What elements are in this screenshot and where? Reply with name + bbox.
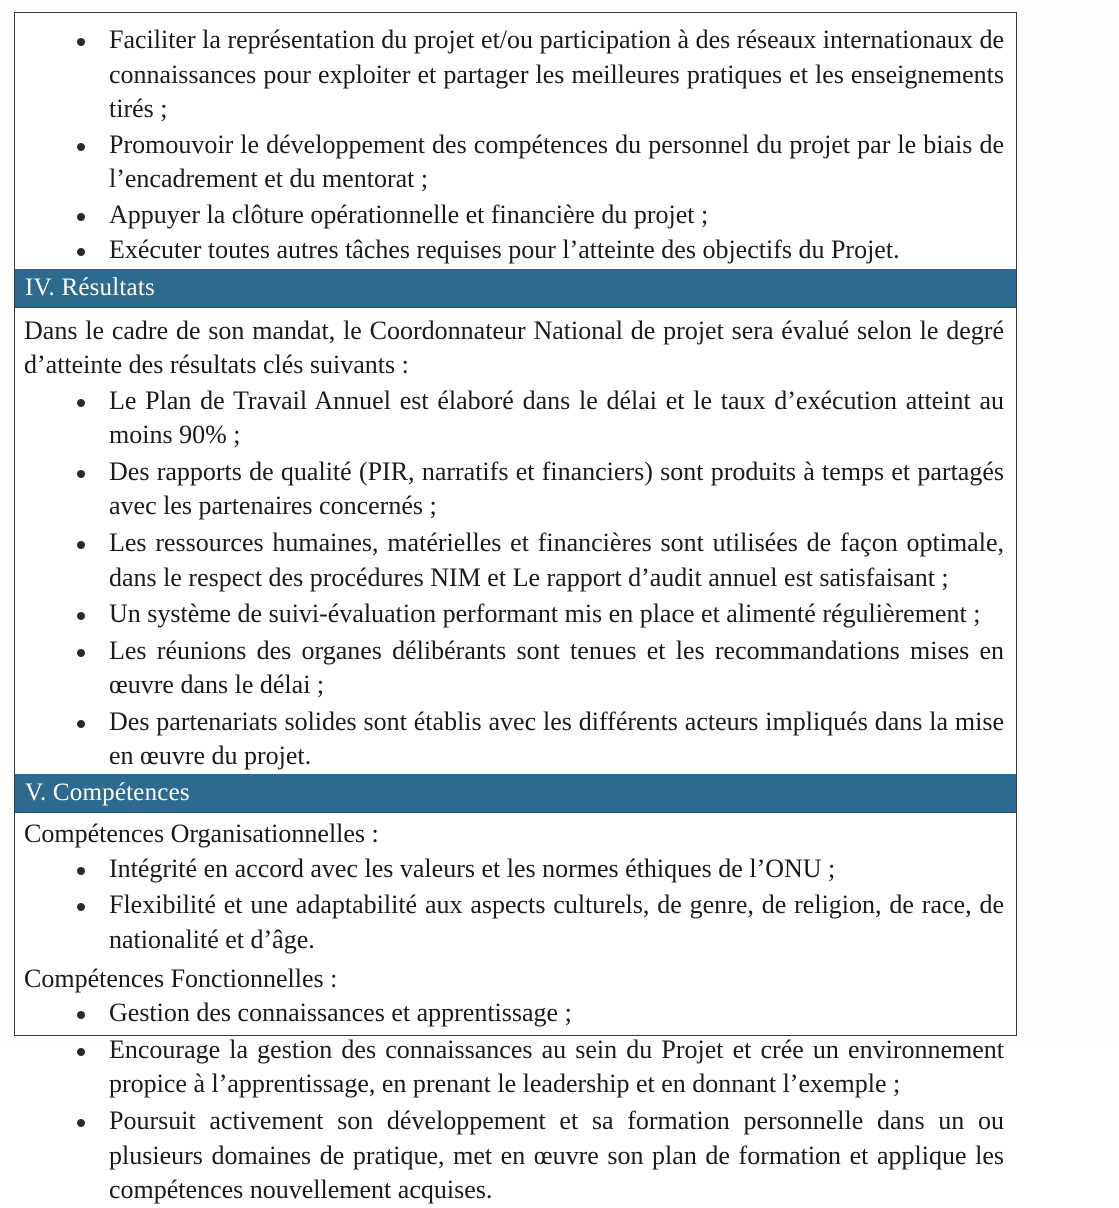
list-item: Encourage la gestion des connaissances au sein du Projet et crée un environnement propice à l’apprentissage, en prenant le leadership et en donnant l’exemple ; bbox=[24, 1033, 1008, 1102]
list-item: Flexibilité et une adaptabilité aux aspects culturels, de genre, de religion, de race, de nationalité et d’âge. bbox=[24, 888, 1008, 957]
list-item: Appuyer la clôture opérationnelle et financière du projet ; bbox=[24, 198, 1008, 233]
section-body-resultats bbox=[15, 314, 1016, 774]
document-frame bbox=[14, 12, 1017, 1205]
list-item: Gestion des connaissances et apprentissage ; bbox=[24, 996, 1008, 1031]
list-item: Les réunions des organes délibérants sont tenues et les recommandations mises en œuvre dans le délai ; bbox=[24, 634, 1008, 703]
section-heading-competences: V. Compétences bbox=[15, 774, 1016, 813]
subheading-competences-organisationnelles: Compétences Organisationnelles : bbox=[24, 819, 379, 848]
resultats-bullet-list bbox=[24, 384, 1008, 774]
section-body-competences bbox=[15, 817, 1016, 1208]
list-item: Poursuit activement son développement et sa formation personnelle dans un ou plusieurs domaines de pratique, met en œuvre son plan de formation et applique les compétences nouvellement acquises. bbox=[24, 1104, 1008, 1208]
top-bullet-block bbox=[15, 13, 1016, 268]
list-item: Faciliter la représentation du projet et/ou participation à des réseaux internationaux de connaissances pour exploiter et partager les meilleures pratiques et les enseignements tirés ; bbox=[24, 23, 1008, 127]
section-heading-resultats: IV. Résultats bbox=[15, 269, 1016, 308]
list-item: Le Plan de Travail Annuel est élaboré dans le délai et le taux d’exécution atteint au moins 90% ; bbox=[24, 384, 1008, 453]
competences-organisationnelles-list bbox=[24, 852, 1008, 958]
top-bullet-list bbox=[24, 23, 1008, 268]
list-item: Un système de suivi-évaluation performant mis en place et alimenté régulièrement ; bbox=[24, 597, 1008, 632]
list-item: Des partenariats solides sont établis avec les différents acteurs impliqués dans la mise en œuvre du projet. bbox=[24, 705, 1008, 774]
list-item: Les ressources humaines, matérielles et financières sont utilisées de façon optimale, dans le respect des procédures NIM et Le rapport d’audit annuel est satisfaisant ; bbox=[24, 526, 1008, 595]
list-item: Exécuter toutes autres tâches requises pour l’atteinte des objectifs du Projet. bbox=[24, 233, 1008, 268]
resultats-intro-paragraph: Dans le cadre de son mandat, le Coordonnateur National de projet sera évalué selon le degré d’atteinte des résultats clés suivants : bbox=[24, 316, 1004, 379]
competences-fonctionnelles-list bbox=[24, 996, 1008, 1207]
list-item: Intégrité en accord avec les valeurs et les normes éthiques de l’ONU ; bbox=[24, 852, 1008, 887]
list-item: Promouvoir le développement des compétences du personnel du projet par le biais de l’encadrement et du mentorat ; bbox=[24, 128, 1008, 197]
subheading-competences-fonctionnelles: Compétences Fonctionnelles : bbox=[24, 963, 338, 993]
list-item: Des rapports de qualité (PIR, narratifs et financiers) sont produits à temps et partagés avec les partenaires concernés ; bbox=[24, 455, 1008, 524]
